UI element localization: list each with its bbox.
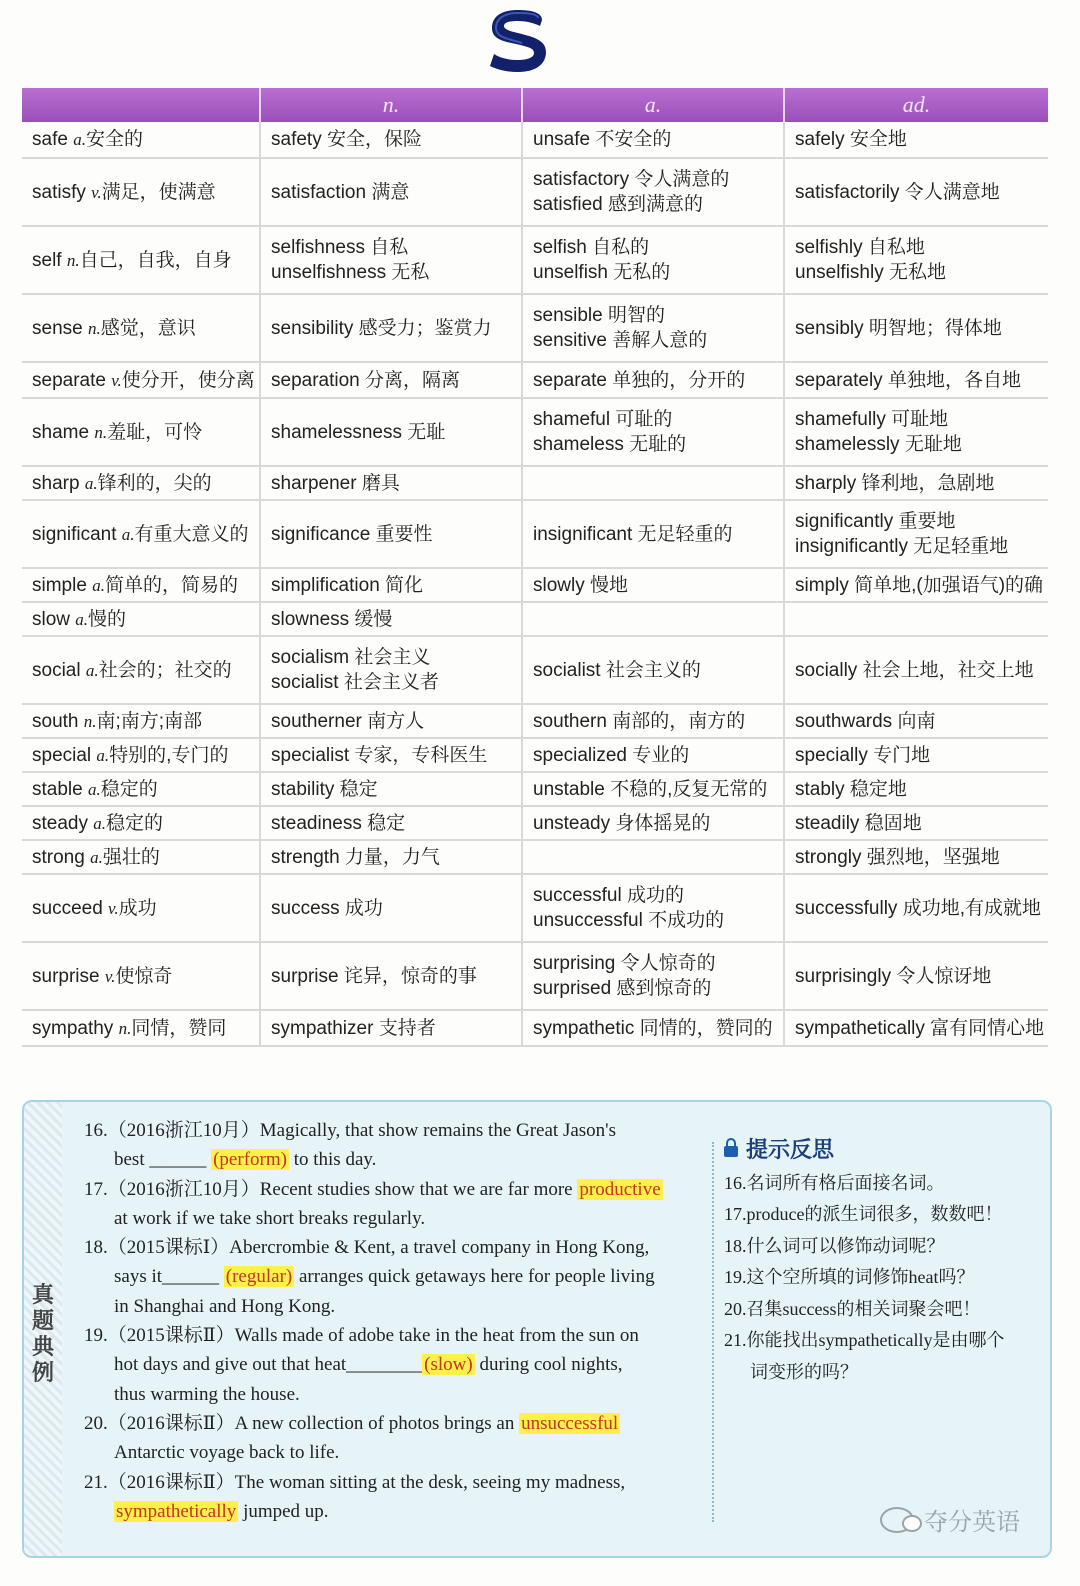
headword: sharp [32,472,85,494]
headword: strong [32,846,91,868]
word-cell [22,158,260,226]
question-text: thus warming the house. [114,1383,300,1405]
derived-word: slowness 缓慢 [271,608,393,630]
watermark [880,1502,1020,1537]
lock-icon [724,1146,738,1157]
adjective-cell [522,840,784,874]
question-text: best [114,1149,150,1171]
question-text: hot days and give out that heat [114,1354,347,1376]
question-line [84,1145,724,1174]
question-line [84,1262,724,1291]
derived-word: sympathetically 富有同情心地 [795,1017,1045,1039]
noun-cell [260,942,522,1010]
noun-cell [260,158,522,226]
headword: surprise [32,965,105,987]
adverb-cell [784,636,1048,704]
noun-cell [260,294,522,362]
noun-cell [260,636,522,704]
adverb-cell [784,568,1048,602]
headword: special [32,744,97,766]
headword-meaning: 社会的；社交的 [98,659,232,681]
part-of-speech: a. [93,813,107,833]
derived-word: sympathizer 支持者 [271,1017,436,1039]
question-line [84,1321,724,1350]
derived-word: socialist 社会主义者 [271,672,439,693]
table-row [22,840,1048,874]
noun-cell [260,500,522,568]
derived-word: unstable 不稳的,反复无常的 [533,778,768,800]
headword: self [32,249,67,271]
derived-word: specialist 专家，专科医生 [271,744,488,766]
side-label: 真题典例 [31,1282,54,1385]
noun-cell [260,806,522,840]
headword: significant [32,523,122,545]
questions-list [84,1116,724,1526]
question-text: 18.（2015课标Ⅰ）Abercrombie & Kent, a travel company in Hong Kong, [84,1237,650,1259]
question-line [84,1468,724,1497]
watermark-text: 夺分英语 [924,1509,1020,1536]
adverb-cell [784,704,1048,738]
question-line [84,1438,724,1467]
derived-word: shamelessly 无耻地 [795,434,962,455]
word-hint: (slow) [424,1354,473,1376]
headword-meaning: 有重大意义的 [134,523,249,545]
question-text: 19.（2015课标Ⅱ）Walls made of adobe take in the heat from the sun on [84,1325,639,1347]
question-text: says it [114,1266,163,1288]
headword: slow [32,608,76,630]
derived-word: selfish 自私的 [533,237,650,258]
derived-word: socialist 社会主义的 [533,659,701,681]
headword-meaning: 安全的 [85,129,143,150]
part-of-speech: n. [66,250,80,270]
derived-word: strength 力量，力气 [271,846,440,868]
word-hint: (perform) [213,1149,287,1171]
word-cell [22,1010,260,1046]
derived-word: separate 单独的，分开的 [533,369,746,391]
adverb-cell [784,738,1048,772]
tip-line: 19.这个空所填的词修饰heat吗？ [724,1267,975,1287]
derived-word: southwards 向南 [795,710,936,732]
headword: sense [32,317,88,339]
adverb-cell [784,602,1048,636]
dotted-divider [712,1142,714,1522]
headword: stable [32,778,88,800]
derived-word: steadily 稳固地 [795,812,922,834]
headword-meaning: 感觉，意识 [100,317,196,339]
adjective-cell [522,772,784,806]
adjective-cell [522,568,784,602]
noun-cell [260,398,522,466]
table-row [22,874,1048,942]
noun-cell [260,568,522,602]
word-cell [22,294,260,362]
adjective-cell [522,942,784,1010]
part-of-speech: a. [73,130,86,149]
question-line [84,1116,724,1145]
word-cell [22,602,260,636]
derived-word: sharpener 磨具 [271,472,400,494]
noun-cell [260,1010,522,1046]
derived-word: safely 安全地 [795,129,907,150]
adverb-cell [784,1010,1048,1046]
derived-word: successfully 成功地,有成就地 [795,897,1041,919]
noun-cell [260,738,522,772]
derived-word: shamefully 可耻地 [795,409,949,430]
headword: social [32,659,86,681]
derived-word: significantly 重要地 [795,511,956,532]
noun-cell [260,772,522,806]
table-row [22,122,1048,158]
header-adverb: ad. [784,88,1048,122]
headword: sympathy [32,1017,119,1039]
derived-word: sensibly 明智地；得体地 [795,317,1002,339]
adjective-cell [522,874,784,942]
noun-cell [260,226,522,294]
tip-line: 21.你能找出sympathetically是由哪个 [724,1330,1005,1350]
derived-word: selfishness 自私 [271,237,409,258]
headword: shame [32,421,95,443]
word-cell [22,840,260,874]
noun-cell [260,874,522,942]
tips-section [724,1134,1044,1388]
adjective-cell [522,602,784,636]
question-text: 16.（2016浙江10月）Magically, that show remains the Great Jason's [84,1120,616,1141]
derived-word: surprise 诧异，惊奇的事 [271,965,477,987]
derived-word: slowly 慢地 [533,574,629,596]
tip-line: 词变形的吗？ [750,1361,858,1382]
part-of-speech: a. [92,575,105,595]
derived-word: surprisingly 令人惊讶地 [795,965,992,987]
word-cell [22,398,260,466]
answer-blank: ________ [346,1354,423,1376]
derived-word: southern 南部的，南方的 [533,710,746,732]
table-row [22,942,1048,1010]
part-of-speech: v. [108,898,119,918]
derived-word: selfishly 自私地 [795,237,925,258]
wechat-icon [880,1507,914,1533]
derived-word: unselfishness 无私 [271,262,430,283]
noun-cell [260,466,522,500]
answer-blank: ______ [149,1149,207,1171]
derived-word: unselfishly 无私地 [795,262,946,283]
highlighted-answer: sympathetically [116,1500,237,1522]
word-cell [22,122,260,158]
derived-word: simply 简单地,(加强语气)的确 [795,574,1044,596]
derived-word: satisfactorily 令人满意地 [795,181,1000,203]
adjective-cell [522,122,784,158]
question-line [84,1175,724,1204]
derived-word: insignificantly 无足轻重地 [795,536,1009,557]
tip-line: 20.召集success的相关词聚会吧！ [724,1298,981,1319]
adjective-cell [522,158,784,226]
adverb-cell [784,398,1048,466]
part-of-speech: n. [83,711,97,731]
adverb-cell [784,840,1048,874]
headword-meaning: 使分开，使分离 [121,369,255,391]
answer-blank: ______ [162,1266,220,1288]
derived-word: unsafe 不安全的 [533,129,672,150]
derived-word: socialism 社会主义 [271,647,431,668]
part-of-speech: a. [90,847,103,867]
derived-word: sensible 明智的 [533,305,665,326]
adverb-cell [784,122,1048,158]
adjective-cell [522,294,784,362]
headword-meaning: 简单的，简易的 [104,574,238,596]
adverb-cell [784,874,1048,942]
part-of-speech: a. [96,745,110,765]
derived-word: significance 重要性 [271,523,433,545]
part-of-speech: a. [121,524,135,544]
adjective-cell [522,500,784,568]
noun-cell [260,122,522,158]
question-line [84,1409,724,1438]
headword-meaning: 特别的,专门的 [109,744,229,766]
derived-word: stably 稳定地 [795,778,907,800]
table-row [22,398,1048,466]
adjective-cell [522,806,784,840]
table-row [22,704,1048,738]
highlighted-answer: unsuccessful [521,1412,619,1434]
derived-word: unselfish 无私的 [533,262,671,283]
question-text: arranges quick getaways here for people living [294,1266,655,1288]
question-text: 20.（2016课标Ⅱ）A new collection of photos brings an [84,1412,520,1434]
derived-word: successful 成功的 [533,885,684,906]
headword: south [32,710,84,732]
question-text: 21.（2016课标Ⅱ）The woman sitting at the desk, seeing my madness, [84,1471,626,1493]
derived-word: simplification 简化 [271,574,424,596]
derived-word: stability 稳定 [271,778,378,800]
noun-cell [260,840,522,874]
headword: safe [32,129,74,150]
tip-line: 17.produce的派生词很多，数数吧！ [724,1204,1003,1224]
highlighted-answer: productive [579,1178,661,1200]
table-row [22,636,1048,704]
derived-word: unsteady 身体摇晃的 [533,812,711,834]
word-cell [22,806,260,840]
headword-meaning: 稳定的 [106,812,164,834]
derived-word: safety 安全，保险 [271,129,422,150]
part-of-speech: v. [91,182,102,202]
part-of-speech: v. [104,966,116,986]
question-text: Antarctic voyage back to life. [114,1442,340,1464]
headword: steady [32,812,94,834]
word-cell [22,226,260,294]
word-family-table [22,88,1048,1047]
table-row [22,602,1048,636]
word-cell [22,704,260,738]
word-cell [22,738,260,772]
derived-word: shameful 可耻的 [533,409,673,430]
derived-word: sympathetic 同情的，赞同的 [533,1017,773,1039]
table-header-row [22,88,1048,122]
table-row [22,1010,1048,1046]
adjective-cell [522,226,784,294]
question-line [84,1350,724,1379]
derived-word: southerner 南方人 [271,710,425,732]
derived-word: satisfied 感到满意的 [533,194,703,215]
derived-word: sensibility 感受力；鉴赏力 [271,317,492,339]
adjective-cell [522,704,784,738]
derived-word: sensitive 善解人意的 [533,330,708,351]
headword-meaning: 锋利的，尖的 [97,472,212,494]
part-of-speech: a. [75,609,89,629]
adjective-cell [522,738,784,772]
letter-s-logo [484,8,552,72]
part-of-speech: n. [94,422,108,442]
question-text: during cool nights, [474,1354,623,1376]
adjective-cell [522,398,784,466]
headword-meaning: 自己，自我，自身 [79,249,232,271]
part-of-speech: v. [111,370,122,390]
question-text: in Shanghai and Hong Kong. [114,1295,336,1317]
adverb-cell [784,466,1048,500]
derived-word: success 成功 [271,897,383,919]
adjective-cell [522,636,784,704]
adverb-cell [784,226,1048,294]
headword: separate [32,369,112,391]
table-row [22,568,1048,602]
tips-list [724,1168,1044,1389]
part-of-speech: a. [85,660,99,680]
word-cell [22,362,260,398]
noun-cell [260,602,522,636]
table-row [22,738,1048,772]
headword-meaning: 南;南方;南部 [96,710,203,732]
table-row [22,806,1048,840]
derived-word: satisfaction 满意 [271,181,410,203]
panel-side-strip [24,1102,62,1556]
derived-word: satisfactory 令人满意的 [533,169,730,190]
derived-word: strongly 强烈地，坚强地 [795,846,1000,868]
noun-cell [260,704,522,738]
tips-title [724,1134,1044,1166]
word-cell [22,568,260,602]
exam-examples-panel [22,1100,1052,1558]
table-row [22,500,1048,568]
derived-word: insignificant 无足轻重的 [533,523,733,545]
derived-word: separation 分离，隔离 [271,369,461,391]
headword-meaning: 成功 [118,897,157,919]
word-cell [22,942,260,1010]
question-text: to this day. [288,1149,377,1171]
part-of-speech: a. [87,779,101,799]
adjective-cell [522,1010,784,1046]
adverb-cell [784,158,1048,226]
headword-meaning: 慢的 [88,608,127,630]
table-row [22,466,1048,500]
headword: succeed [32,897,109,919]
question-line [84,1380,724,1409]
headword-meaning: 稳定的 [100,778,158,800]
header-adjective: a. [522,88,784,122]
derived-word: surprising 令人惊奇的 [533,953,716,974]
table-row [22,294,1048,362]
headword: simple [32,574,93,596]
headword-meaning: 同情，赞同 [131,1017,227,1039]
word-cell [22,636,260,704]
table-row [22,362,1048,398]
derived-word: shameless 无耻的 [533,434,687,455]
question-text: at work if we take short breaks regularly. [114,1207,426,1229]
derived-word: specially 专门地 [795,744,931,766]
part-of-speech: n. [87,318,101,338]
derived-word: sharply 锋利地，急剧地 [795,472,995,494]
word-cell [22,772,260,806]
word-cell [22,874,260,942]
adverb-cell [784,362,1048,398]
tip-line: 18.什么词可以修饰动词呢？ [724,1235,945,1256]
question-line [84,1497,724,1526]
headword-meaning: 羞耻，可怜 [107,421,203,443]
word-hint: (regular) [225,1266,293,1288]
adverb-cell [784,500,1048,568]
derived-word: steadiness 稳定 [271,812,406,834]
derived-word: surprised 感到惊奇的 [533,978,712,999]
question-line [84,1204,724,1233]
header-word [22,88,260,122]
headword-meaning: 强壮的 [102,846,160,868]
question-line [84,1292,724,1321]
tips-title-text: 提示反思 [746,1137,835,1162]
headword-meaning: 满足，使满意 [101,181,216,203]
part-of-speech: n. [118,1018,132,1038]
question-line [84,1233,724,1262]
derived-word: shamelessness 无耻 [271,421,446,443]
derived-word: unsuccessful 不成功的 [533,910,725,931]
word-cell [22,466,260,500]
part-of-speech: a. [84,473,98,493]
headword-meaning: 使惊奇 [115,965,173,987]
adjective-cell [522,466,784,500]
word-cell [22,500,260,568]
derived-word: separately 单独地，各自地 [795,369,1021,391]
tip-line: 16.名词所有格后面接名词。 [724,1172,945,1193]
adjective-cell [522,362,784,398]
table-row [22,772,1048,806]
noun-cell [260,362,522,398]
table-row [22,158,1048,226]
adverb-cell [784,294,1048,362]
derived-word: specialized 专业的 [533,744,690,766]
adverb-cell [784,772,1048,806]
question-text: 17.（2016浙江10月）Recent studies show that we are far more [84,1178,578,1200]
question-text: jumped up. [238,1500,329,1522]
header-noun: n. [260,88,522,122]
adverb-cell [784,942,1048,1010]
derived-word: socially 社会上地，社交上地 [795,659,1034,681]
adverb-cell [784,806,1048,840]
table-row [22,226,1048,294]
headword: satisfy [32,181,92,203]
